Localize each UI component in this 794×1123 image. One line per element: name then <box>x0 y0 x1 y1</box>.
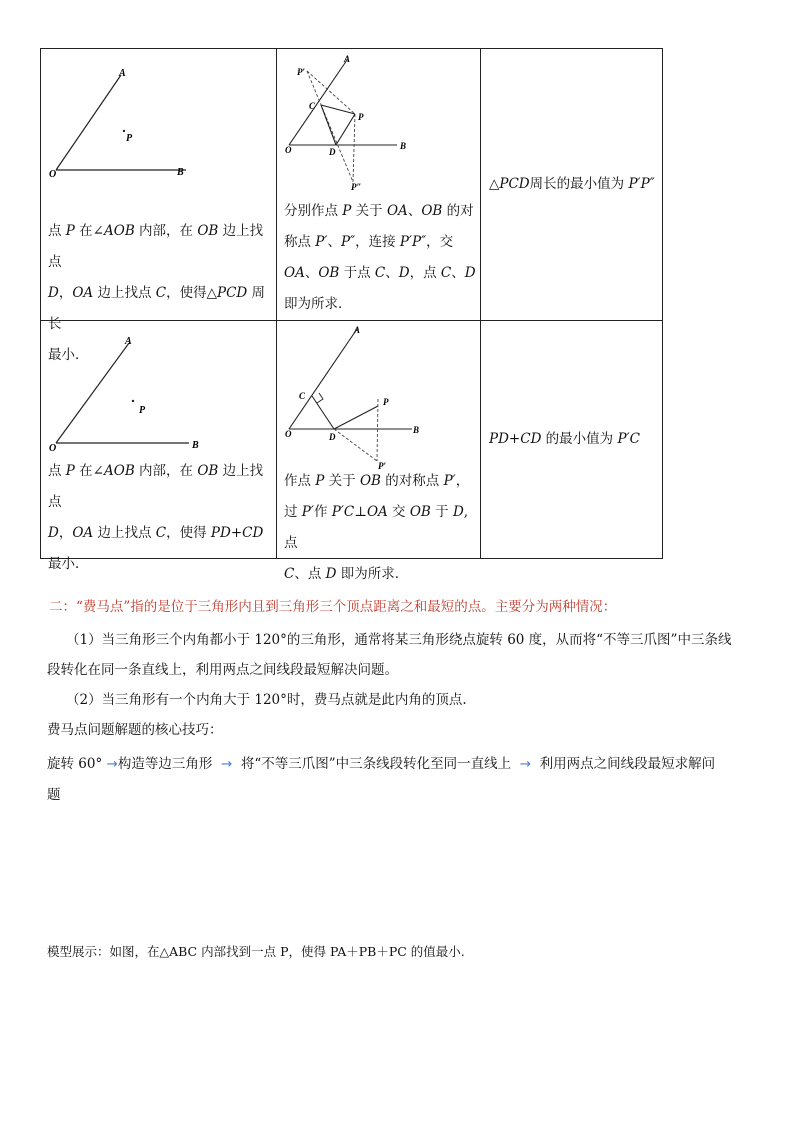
label-P: P <box>383 397 389 407</box>
label-C: C <box>299 391 306 401</box>
model-demo: 模型展示：如图，在△ABC 内部找到一点 P，使得 PA＋PB＋PC 的值最小. <box>47 944 465 959</box>
label-D: D <box>329 147 336 157</box>
label-P: P <box>358 112 364 122</box>
row2-reflection-figure <box>277 321 480 471</box>
label-C: C <box>309 101 316 111</box>
technique-steps-tail: 题 <box>47 787 61 803</box>
label-P: P <box>126 133 133 144</box>
core-techniques-title: 费马点问题解题的核心技巧： <box>47 722 223 738</box>
label-P2: P″ <box>351 182 362 192</box>
label-O: O <box>285 145 292 155</box>
row2-angle-figure <box>41 321 276 461</box>
row1-method: 分别作点 P 关于 OA、OB 的对 称点 P′、P″，连接 P′P″，交 OA、OB 于点 C、D，点 C、D 即为所求． <box>284 203 476 312</box>
step-rotate: 旋转 60° <box>47 756 103 772</box>
case2: （2）当三角形有一个内角大于 120°时，费马点就是此内角的顶点. <box>66 692 467 708</box>
method-table <box>40 48 663 582</box>
row2-result: PD+CD 的最小值为 P′C <box>489 431 640 447</box>
label-P1: P′ <box>297 67 306 77</box>
step-collinear: 将“不等三爪图”中三条线段转化至同一直线上 <box>240 756 512 772</box>
case1-line2: 段转化在同一条直线上，利用两点之间线段最短解决问题。 <box>47 662 398 678</box>
row1-result: △PCD周长的最小值为 P′P″ <box>489 176 655 192</box>
fermat-heading: 二：“费马点”指的是位于三角形内且到三角形三个顶点距离之和最短的点。主要分为两种情况： <box>49 599 617 615</box>
case1-line1: （1）当三角形三个内角都小于 120°的三角形，通常将某三角形绕点旋转 60 度，从而将“不等三爪图”中三条线 <box>66 632 732 648</box>
label-B: B <box>413 425 420 435</box>
row1-reflection-figure <box>277 49 480 199</box>
label-P: P <box>139 405 146 416</box>
row1-description: 点 P 在∠AOB 内部，在 OB 边上找点 D，OA 边上找点 C，使得△PCD 周长 最小． <box>48 223 266 363</box>
arrow-right-icon: → <box>519 756 532 772</box>
label-A: A <box>344 54 351 64</box>
label-D: D <box>329 432 336 442</box>
table-col-divider-2 <box>480 49 481 558</box>
label-A: A <box>125 336 132 347</box>
step-equilateral: 构造等边三角形 <box>117 756 213 772</box>
row2-description: 点 P 在∠AOB 内部，在 OB 边上找点 D，OA 边上找点 C，使得 PD+CD 最小． <box>48 463 264 572</box>
label-O: O <box>49 443 57 454</box>
label-O: O <box>285 429 292 439</box>
label-B: B <box>192 440 199 451</box>
step-shortest: 利用两点之间线段最短求解问 <box>539 756 716 772</box>
label-O: O <box>49 169 57 180</box>
row2-method: 作点 P 关于 OB 的对称点 P′， 过 P′作 P′C⊥OA 交 OB 于 D,点 C、点 D 即为所求． <box>284 473 470 582</box>
label-P1: P′ <box>378 461 387 471</box>
label-B: B <box>177 167 184 178</box>
technique-steps <box>47 749 715 779</box>
label-B: B <box>400 141 407 151</box>
label-A: A <box>354 325 361 335</box>
label-A: A <box>119 68 126 79</box>
arrow-right-icon: → <box>106 756 118 772</box>
row1-angle-figure <box>41 49 276 209</box>
arrow-right-icon: → <box>220 756 233 772</box>
